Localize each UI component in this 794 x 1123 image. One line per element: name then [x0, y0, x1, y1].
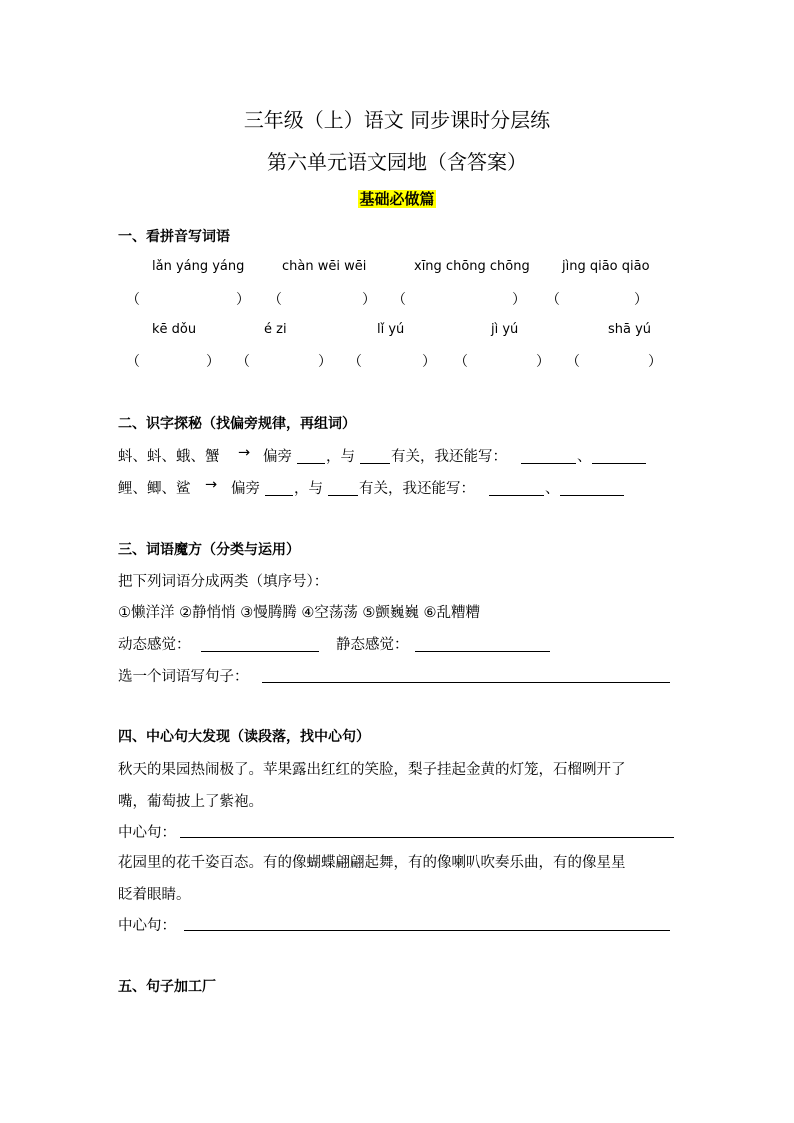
blank-line[interactable] [180, 837, 674, 838]
section-3-heading: 三、词语魔方（分类与运用） [118, 542, 300, 558]
answer-box-close: ） [362, 292, 376, 308]
answer-box-close: ） [206, 354, 220, 370]
blank-line[interactable] [328, 495, 358, 496]
answer-box-open: （ [392, 292, 406, 308]
blank-line[interactable] [360, 463, 390, 464]
separator: 、 [545, 481, 560, 497]
label-center: 中心句： [118, 825, 176, 841]
paragraph-line: 秋天的果园热闹极了。苹果露出红红的笑脸，梨子挂起金黄的灯笼，石榴咧开了 [118, 762, 626, 778]
answer-box-close: ） [236, 292, 250, 308]
answer-box-close: ） [634, 292, 648, 308]
answer-box-open: （ [454, 354, 468, 370]
label-dynamic: 动态感觉： [118, 637, 191, 653]
blank-line[interactable] [521, 463, 576, 464]
pinyin: xīng chōng chōng [414, 259, 530, 274]
page-title: 三年级（上）语文 同步课时分层练 [243, 108, 551, 132]
answer-box-open: （ [268, 292, 282, 308]
answer-box-open: （ [546, 292, 560, 308]
separator: 、 [577, 449, 592, 465]
answer-box-close: ） [536, 354, 550, 370]
pinyin: chàn wēi wēi [282, 259, 367, 274]
blank-line[interactable] [265, 495, 293, 496]
answer-box-open: （ [348, 354, 362, 370]
blank-line[interactable] [201, 651, 319, 652]
label-sentence: 选一个词语写句子： [118, 669, 249, 685]
section-4-heading: 四、中心句大发现（读段落，找中心句） [118, 729, 370, 745]
pinyin: shā yú [608, 322, 652, 337]
blank-line[interactable] [297, 463, 325, 464]
page-subtitle: 第六单元语文园地（含答案） [267, 150, 527, 174]
label-radical: 偏旁 [231, 481, 260, 497]
answer-box-close: ） [422, 354, 436, 370]
pinyin: kē dǒu [152, 322, 197, 337]
section-1-heading: 一、看拼音写词语 [118, 229, 230, 245]
answer-box-open: （ [126, 354, 140, 370]
label-with: ，与 [326, 449, 355, 465]
blank-line[interactable] [592, 463, 646, 464]
label-center: 中心句： [118, 918, 176, 934]
pinyin: lǐ yú [377, 322, 405, 337]
blank-line[interactable] [415, 651, 550, 652]
answer-box-open: （ [566, 354, 580, 370]
label-radical: 偏旁 [263, 449, 292, 465]
answer-box-open: （ [126, 292, 140, 308]
answer-box-close: ） [648, 354, 662, 370]
label-related: 有关，我还能写： [391, 449, 507, 465]
level-badge: 基础必做篇 [359, 190, 435, 208]
arrow: → [238, 445, 251, 461]
pinyin: é zi [264, 322, 287, 337]
answer-box-open: （ [236, 354, 250, 370]
blank-line[interactable] [560, 495, 624, 496]
level-badge-wrap [0, 188, 794, 209]
blank-line[interactable] [184, 930, 670, 931]
instruction: 把下列词语分成两类（填序号）： [118, 574, 329, 590]
section-2-heading: 二、识字探秘（找偏旁规律，再组词） [118, 416, 356, 432]
label-related: 有关，我还能写： [359, 481, 475, 497]
blank-line[interactable] [489, 495, 544, 496]
section-5-heading: 五、句子加工厂 [118, 979, 216, 995]
pinyin: lǎn yáng yáng [152, 259, 245, 274]
word-list: ①懒洋洋 ②静悄悄 ③慢腾腾 ④空荡荡 ⑤颤巍巍 ⑥乱糟糟 [118, 605, 481, 621]
radical-chars: 蚪、蚪、蛾、蟹 [118, 449, 220, 465]
paragraph-line: 嘴，葡萄披上了紫袍。 [118, 794, 263, 810]
paragraph-line: 眨着眼睛。 [118, 887, 191, 903]
label-static: 静态感觉： [336, 637, 409, 653]
radical-chars: 鲤、鲫、鲨 [118, 481, 191, 497]
arrow: → [205, 477, 218, 493]
pinyin: jì yú [491, 322, 519, 337]
label-with: ，与 [294, 481, 323, 497]
blank-line[interactable] [262, 682, 670, 683]
answer-box-close: ） [318, 354, 332, 370]
answer-box-close: ） [512, 292, 526, 308]
pinyin: jìng qiāo qiāo [562, 259, 650, 274]
paragraph-line: 花园里的花千姿百态。有的像蝴蝶翩翩起舞，有的像喇叭吹奏乐曲，有的像星星 [118, 855, 626, 871]
